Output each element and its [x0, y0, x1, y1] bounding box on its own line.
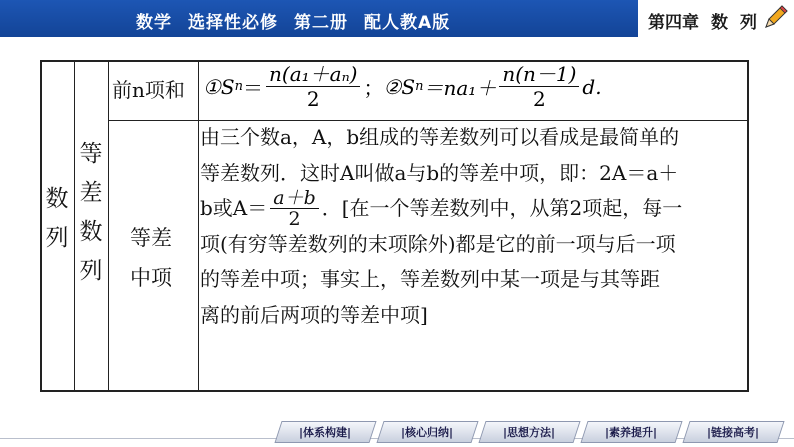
nav-link-gaokao[interactable]: |链接高考| [682, 421, 784, 443]
header-bar [0, 0, 794, 37]
category-label-arithmetic-sequence: 等 差 数 列 [79, 141, 103, 284]
text-line: 等差数列．这时A叫做a与b的等差中项，即：2A＝a＋ [200, 160, 679, 185]
chapter-title [648, 8, 769, 33]
bottom-nav [0, 421, 794, 443]
chapter-name-2: 列 [740, 13, 757, 33]
nav-core-summary[interactable]: |核心归纳| [376, 421, 478, 443]
sum-formula: ①S n ＝ $\frac{\text{n(a₁＋aₙ)}}{2}$ ； ②S n ＝na₁＋ $\frac{n(n-1)}{2}$ d. [203, 62, 602, 111]
nav-system-build[interactable]: |体系构建| [274, 421, 376, 443]
text-line: 离的前后两项的等差中项] [200, 302, 428, 327]
nav-literacy-improvement[interactable]: |素养提升| [580, 421, 682, 443]
pencil-icon [760, 3, 790, 33]
table-divider [198, 62, 199, 390]
fraction: $\frac{n(n-1)}{2}$ [499, 62, 579, 111]
row-label-sum: 前n项和 [112, 78, 185, 102]
chapter-name-1: 数 [711, 13, 728, 33]
row-label-middle-term: 等差 中项 [130, 226, 172, 290]
book-title [136, 8, 466, 33]
text-line: b或A＝ $\frac{a+b}{2}$ ．[在一个等差数列中，从第2项起，每一 [200, 187, 683, 231]
chapter-number: 第四章 [648, 13, 699, 33]
book-volume: 第二册 [294, 13, 348, 33]
text-line: 项(有穷等差数列的末项除外)都是它的前一项与后一项 [200, 231, 676, 256]
fraction: $\frac{\text{n(a₁＋aₙ)}}{2}$ [266, 62, 360, 111]
category-label-sequence: 数 列 [45, 186, 69, 251]
text-line: 的等差中项；事实上，等差数列中某一项是与其等距 [200, 267, 660, 291]
book-subject: 数学 [136, 13, 172, 33]
book-edition: 配人教A版 [364, 13, 451, 33]
text-line: 由三个数a，A，b组成的等差数列可以看成是最简单的 [200, 125, 680, 149]
fraction: $\frac{a+b}{2}$ [270, 188, 319, 229]
middle-term-description [200, 120, 753, 333]
nav-thinking-methods[interactable]: |思想方法| [478, 421, 580, 443]
book-series: 选择性必修 [188, 13, 278, 33]
table-divider [108, 62, 109, 390]
